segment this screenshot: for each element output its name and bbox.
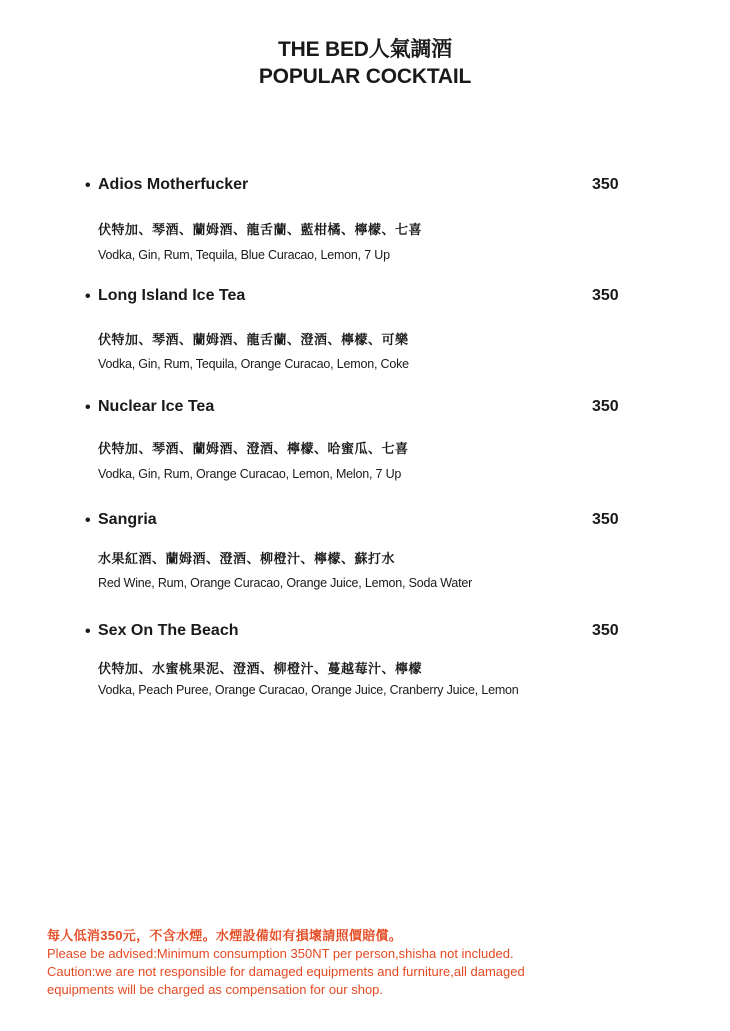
item-ingredients-english: Vodka, Gin, Rum, Tequila, Orange Curacao, Lemon, Coke bbox=[98, 357, 409, 371]
consumption-notice bbox=[47, 927, 707, 999]
notice-english-line-2: Caution:we are not responsible for damaged equipments and furniture,all damaged bbox=[47, 964, 525, 979]
item-ingredients-chinese: 伏特加、琴酒、蘭姆酒、龍舌蘭、澄酒、檸檬、可樂 bbox=[98, 332, 409, 347]
bullet-marker: • bbox=[85, 288, 91, 305]
item-ingredients-english: Red Wine, Rum, Orange Curacao, Orange Juice, Lemon, Soda Water bbox=[98, 576, 473, 590]
item-ingredients-english: Vodka, Gin, Rum, Tequila, Blue Curacao, Lemon, 7 Up bbox=[98, 248, 390, 262]
item-name: Sangria bbox=[98, 511, 157, 528]
item-price: 350 bbox=[592, 398, 619, 415]
notice-english-line-3: equipments will be charged as compensation for our shop. bbox=[47, 982, 384, 997]
item-ingredients-english: Vodka, Gin, Rum, Orange Curacao, Lemon, Melon, 7 Up bbox=[98, 467, 402, 481]
item-ingredients-chinese: 伏特加、琴酒、蘭姆酒、澄酒、檸檬、哈蜜瓜、七喜 bbox=[98, 441, 409, 456]
item-ingredients-chinese: 伏特加、水蜜桃果泥、澄酒、柳橙汁、蔓越莓汁、檸檬 bbox=[98, 661, 423, 676]
bullet-marker: • bbox=[85, 399, 91, 416]
item-name: Nuclear Ice Tea bbox=[98, 398, 215, 415]
notice-english-line-1: Please be advised:Minimum consumption 350NT per person,shisha not included. bbox=[47, 946, 514, 961]
title-line-chinese: THE BED人氣調酒 bbox=[278, 38, 452, 61]
item-name: Adios Motherfucker bbox=[98, 176, 249, 193]
item-price: 350 bbox=[592, 176, 619, 193]
page-title bbox=[0, 36, 730, 90]
title-line-english: POPULAR COCKTAIL bbox=[258, 65, 472, 88]
item-name: Sex On The Beach bbox=[98, 622, 239, 639]
item-price: 350 bbox=[592, 287, 619, 304]
bullet-marker: • bbox=[85, 623, 91, 640]
bullet-marker: • bbox=[85, 177, 91, 194]
item-ingredients-chinese: 伏特加、琴酒、蘭姆酒、龍舌蘭、藍柑橘、檸檬、七喜 bbox=[98, 222, 423, 237]
item-price: 350 bbox=[592, 511, 619, 528]
bullet-marker: • bbox=[85, 512, 91, 529]
item-ingredients-english: Vodka, Peach Puree, Orange Curacao, Orange Juice, Cranberry Juice, Lemon bbox=[98, 683, 519, 697]
item-price: 350 bbox=[592, 622, 619, 639]
item-ingredients-chinese: 水果紅酒、蘭姆酒、澄酒、柳橙汁、檸檬、蘇打水 bbox=[98, 551, 396, 566]
notice-chinese: 每人低消350元，不含水煙。水煙設備如有損壞請照價賠償。 bbox=[47, 928, 403, 943]
item-name: Long Island Ice Tea bbox=[98, 287, 246, 304]
